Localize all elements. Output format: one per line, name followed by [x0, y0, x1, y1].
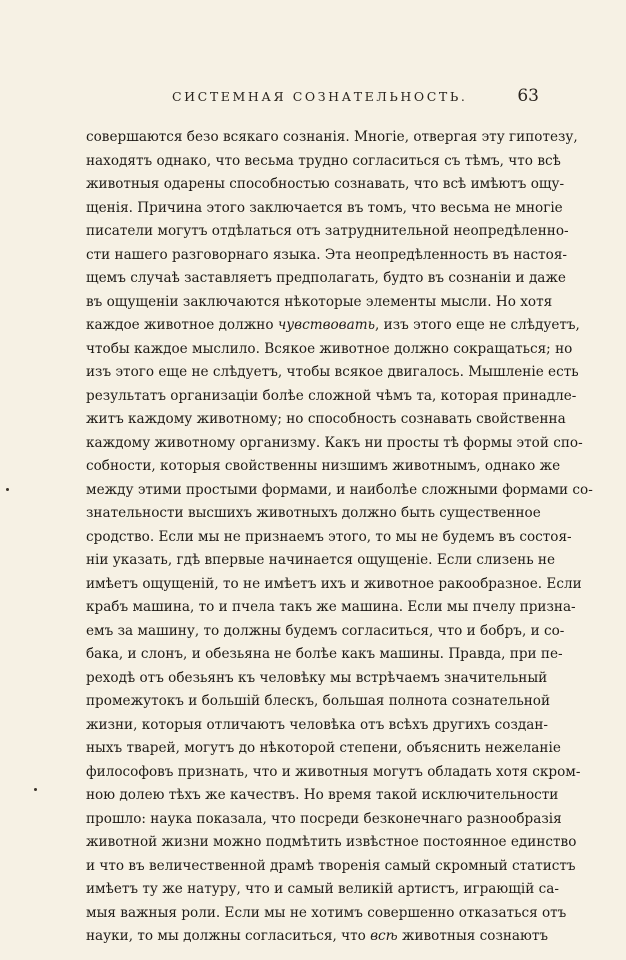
text-line	[86, 855, 576, 879]
text-line	[86, 667, 548, 691]
text-line	[86, 126, 578, 150]
text-run: мыя важныя роли. Если мы не хотимъ совершенно отказаться отъ	[86, 904, 567, 921]
text-run: реходѣ отъ обезьянъ къ человѣку мы встрѣчаемъ значительный	[86, 669, 548, 686]
text-run: знательности высшихъ животныхъ должно быть существенное	[86, 505, 541, 521]
text-line	[86, 267, 566, 291]
text-line	[86, 808, 562, 832]
text-line	[86, 549, 556, 573]
text-line	[86, 526, 572, 550]
text-line	[86, 150, 561, 174]
text-line	[86, 220, 569, 244]
text-line	[86, 291, 553, 315]
text-line	[86, 643, 563, 667]
text-line	[86, 573, 582, 597]
text-run: сродство. Если мы не признаемъ этого, то мы не будемъ въ состоя-	[86, 528, 572, 545]
text-run: и что въ величественной драмѣ творенія самый скромный статистъ	[86, 857, 576, 874]
text-line	[86, 385, 577, 409]
text-line	[86, 737, 561, 761]
text-run: совершаются безо всякаго сознанія. Многіе, отвергая эту гипотезу,	[86, 129, 578, 145]
text-run: ныхъ тварей, могутъ до нѣкоторой степени, объяснить нежеланіе	[86, 740, 561, 756]
text-run: бака, и слонъ, и обезьяна не болѣе какъ машины. Правда, при пе-	[86, 646, 563, 662]
text-line	[86, 197, 563, 221]
text-line	[86, 714, 548, 738]
text-run: жизни, которыя отличаютъ человѣка отъ всѣхъ другихъ создан-	[86, 716, 548, 733]
text-run: крабъ машина, то и пчела такъ же машина. Если мы пчелу призна-	[86, 599, 576, 615]
text-run: животныя сознаютъ	[397, 928, 549, 944]
text-line	[86, 831, 577, 855]
text-run: житъ каждому животному; но способность сознавать свойственна	[86, 411, 566, 427]
text-line	[86, 902, 567, 926]
text-line	[86, 761, 581, 785]
text-run: щенія. Причина этого заключается въ томъ, что весьма не многіе	[86, 199, 563, 216]
text-run: ніи указать, гдѣ впервые начинается ощущеніе. Если слизень не	[86, 552, 556, 568]
text-run: емъ за машину, то должны будемъ согласиться, что и бобръ, и со-	[86, 622, 565, 639]
text-run: имѣетъ ощущеній, то не имѣетъ ихъ и животное ракообразное. Если	[86, 575, 582, 592]
text-run: чтобы каждое мыслило. Всякое животное должно сокращаться; но	[86, 340, 573, 357]
text-run: философовъ признать, что и животныя могутъ обладать хотя скром-	[86, 763, 581, 780]
text-run: между этими простыми формами, и наиболѣе сложными формами со-	[86, 481, 593, 498]
text-run: животныя одарены способностью сознавать, что всѣ имѣютъ ощу-	[86, 176, 565, 192]
text-run: щемъ случаѣ заставляетъ предполагать, будто въ сознаніи и даже	[86, 270, 566, 286]
emphasized-word: чувствовать	[277, 317, 375, 333]
text-line	[86, 361, 579, 385]
text-run: каждому животному организму. Какъ ни просты тѣ формы этой спо-	[86, 434, 583, 451]
text-line	[86, 878, 559, 902]
text-run: ною долею тѣхъ же качествъ. Но время такой исключительности	[86, 787, 559, 803]
page-header	[87, 86, 539, 109]
text-run: изъ этого еще не слѣдуетъ, чтобы всякое двигалось. Мышленіе есть	[86, 364, 579, 380]
text-run: животной жизни можно подмѣтить извѣстное постоянное единство	[86, 834, 577, 850]
margin-mark	[6, 488, 9, 491]
text-run: сти нашего разговорнаго языка. Эта неопредѣленность въ настоя-	[86, 246, 568, 263]
text-run: каждое животное должно	[86, 317, 278, 333]
text-line	[86, 314, 580, 338]
text-line	[86, 455, 561, 479]
running-title: СИСТЕМНАЯ СОЗНАТЕЛЬНОСТЬ.	[172, 89, 468, 104]
text-run: собности, которыя свойственны низшимъ животнымъ, однако же	[86, 458, 561, 474]
text-line	[86, 925, 549, 949]
text-run: имѣетъ ту же натуру, что и самый великій артистъ, играющій са-	[86, 881, 559, 897]
text-line	[86, 620, 565, 644]
page-number: 63	[517, 86, 539, 106]
body-text	[86, 126, 593, 949]
text-line	[86, 596, 576, 620]
text-run: результатъ организаціи болѣе сложной чѣмъ та, которая принадле-	[86, 387, 577, 404]
text-run: , изъ этого еще не слѣдуетъ,	[375, 317, 580, 333]
text-line	[86, 338, 573, 362]
text-line	[86, 173, 565, 197]
text-line	[86, 432, 583, 456]
text-run: въ ощущеніи заключаются нѣкоторые элементы мысли. Но хотя	[86, 293, 553, 310]
text-run: науки, то мы должны согласиться, что	[86, 928, 371, 944]
text-line	[86, 479, 593, 503]
text-run: находятъ однако, что весьма трудно согласиться съ тѣмъ, что всѣ	[86, 152, 561, 169]
text-run: прошло: наука показала, что посреди безконечнаго разнообразія	[86, 810, 562, 827]
emphasized-word: всѣ	[370, 928, 398, 944]
text-run: писатели могутъ отдѣлаться отъ затруднительной неопредѣленно-	[86, 223, 569, 239]
text-line	[86, 244, 568, 268]
text-line	[86, 784, 559, 808]
text-run: промежутокъ и большій блескъ, большая полнота сознательной	[86, 693, 551, 709]
text-line	[86, 690, 551, 714]
text-line	[86, 408, 566, 432]
margin-mark	[34, 788, 37, 791]
text-line	[86, 502, 541, 526]
